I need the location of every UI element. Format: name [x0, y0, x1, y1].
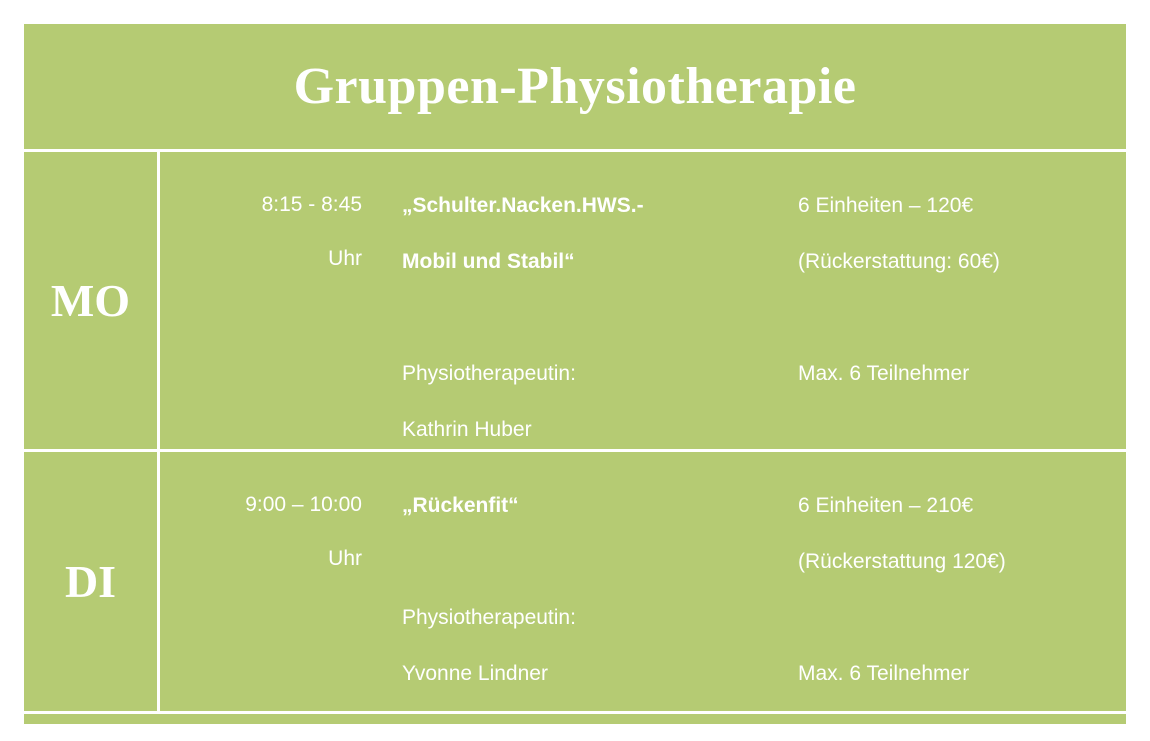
course-cell-mo — [380, 152, 780, 449]
refund-text: (Rückerstattung 120€) — [798, 550, 1006, 573]
day-label: MO — [50, 275, 131, 326]
time-line-2: Uhr — [328, 247, 362, 270]
course-spacer — [402, 290, 760, 346]
info-cell-di — [780, 452, 1126, 711]
time-line-1: 8:15 - 8:45 — [261, 193, 362, 216]
day-label: DI — [64, 556, 117, 607]
therapist-role-label: Physiotherapeutin: — [402, 362, 576, 385]
capacity-text: Max. 6 Teilnehmer — [798, 362, 970, 385]
course-cell-di — [380, 452, 780, 711]
therapist-name: Kathrin Huber — [402, 418, 532, 441]
time-line-2: Uhr — [328, 547, 362, 570]
day-cell-mo — [24, 152, 160, 449]
table-row — [24, 452, 1126, 714]
course-title-line-2: Mobil und Stabil“ — [402, 250, 575, 273]
day-cell-di — [24, 452, 160, 711]
time-cell-mo — [160, 152, 380, 449]
table-row — [24, 152, 1126, 452]
course-title-line-1: „Schulter.Nacken.HWS.- — [402, 194, 644, 217]
price-text: 6 Einheiten – 210€ — [798, 494, 974, 517]
time-cell-di — [160, 452, 380, 711]
time-line-1: 9:00 – 10:00 — [245, 493, 362, 516]
info-spacer — [798, 590, 1110, 646]
schedule-table — [24, 24, 1126, 724]
therapist-name: Yvonne Lindner — [402, 662, 548, 685]
course-spacer — [402, 534, 760, 590]
table-title-row — [24, 24, 1126, 152]
course-title-line-1: „Rückenfit“ — [402, 494, 519, 517]
refund-text: (Rückerstattung: 60€) — [798, 250, 1000, 273]
capacity-text: Max. 6 Teilnehmer — [798, 662, 970, 685]
info-spacer — [798, 290, 1110, 346]
info-cell-mo — [780, 152, 1126, 449]
therapist-role-label: Physiotherapeutin: — [402, 606, 576, 629]
page-title: Gruppen-Physiotherapie — [293, 58, 857, 115]
price-text: 6 Einheiten – 120€ — [798, 194, 974, 217]
